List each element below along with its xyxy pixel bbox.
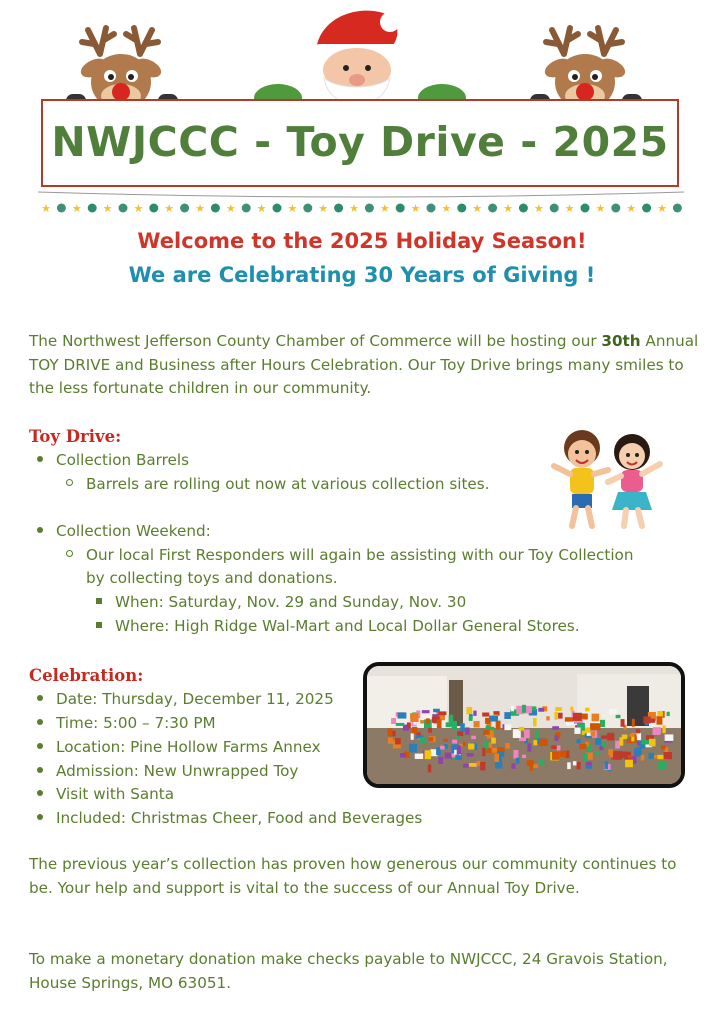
list-item-text: Barrels are rolling out now at various collection sites. [86,475,490,493]
toy-item [634,748,641,756]
ornament-icon [519,204,528,213]
toy-collection-photo [363,662,685,788]
toy-item [388,737,393,743]
toy-item [489,716,498,722]
toy-item [555,735,559,741]
toy-item [445,753,452,759]
toy-item [438,711,446,715]
star-icon: ★ [626,202,637,215]
toy-item [415,754,424,759]
toy-item [615,741,620,749]
toy-item [522,705,526,713]
bullet-icon [37,456,43,462]
list-item-text: Our local First Responders will again be assisting with our Toy Collection [86,546,634,564]
list-item-text: Collection Weekend: [56,522,211,540]
toy-item [491,738,496,744]
ornament-icon [242,204,251,213]
star-icon: ★ [379,202,390,215]
toy-item [473,721,479,727]
list-item [37,449,189,473]
toy-item [489,743,493,748]
toy-item [641,740,649,745]
toy-item [595,738,601,745]
star-icon: ★ [195,202,205,215]
toy-item [661,745,665,749]
star-icon: ★ [564,202,575,215]
toy-item [619,737,623,745]
toy-item [629,734,634,737]
toy-item [494,754,499,762]
ornament-icon [396,204,405,213]
ornament-icon [211,204,220,213]
toy-item [592,714,600,722]
list-item-text: Where: High Ridge Wal-Mart and Local Dollar General Stores. [115,617,580,635]
toy-item [463,742,466,746]
star-icon: ★ [441,202,452,215]
toy-item [463,764,469,768]
list-item [37,736,321,760]
toy-item [443,739,448,742]
toy-item [628,755,632,758]
star-icon: ★ [657,202,667,215]
toy-item [419,737,426,743]
toy-item [473,711,476,716]
santa-illustration [250,4,472,114]
star-icon: ★ [410,202,421,215]
toy-item [552,752,559,760]
toy-pile-image [367,666,681,784]
toy-item [557,745,561,750]
toy-item [455,755,459,760]
bullet-icon [37,790,43,796]
ornament-icon [673,204,682,213]
closing-paragraph-1: The previous year’s collection has proven how generous our community continues to be. Your help and support is vital to the success of our Annual Toy Drive. [29,855,677,897]
bullet-icon [37,767,43,773]
toy-item [667,712,670,716]
toy-item [527,743,531,751]
toy-item [595,751,599,755]
toy-item [497,747,504,752]
toy-item [477,761,481,766]
ornament-icon [488,204,497,213]
toy-item [573,713,582,721]
celebration-heading: Celebration: [29,666,144,685]
toy-item [483,741,488,749]
toy-item [591,731,595,736]
toy-item [565,717,574,721]
intro-lead: The Northwest Jefferson County Chamber of Commerce will be hosting our [29,332,597,350]
bullet-icon [37,719,43,725]
toy-item [601,735,607,738]
toy-item [604,761,608,769]
page-title: NWJCCC - Toy Drive - 2025 [51,118,669,166]
toy-item [480,762,485,771]
toy-item [583,753,587,762]
list-item-text: Admission: New Unwrapped Toy [56,762,299,780]
ornament-icon [457,204,466,213]
ornament-icon [642,204,651,213]
star-icon: ★ [349,202,359,215]
toy-item [653,729,660,735]
list-item [37,712,216,736]
star-icon: ★ [595,202,606,215]
toy-item [391,718,396,724]
toy-item [400,753,406,757]
toy-drive-heading: Toy Drive: [29,427,122,446]
closing-paragraph-2: To make a monetary donation make checks payable to NWJCCC, 24 Gravois Station, House Springs, MO 63051. [29,950,668,992]
star-icon: ★ [503,202,513,215]
circle-bullet-icon [66,479,73,486]
toy-item [590,723,599,729]
toy-item [511,706,514,712]
toy-item [560,751,567,757]
star-icon: ★ [318,202,329,215]
toy-item [407,722,411,728]
star-icon: ★ [287,202,298,215]
list-item [37,688,334,712]
toy-item [428,737,433,741]
toy-item [504,724,511,730]
toy-item [388,728,393,736]
list-item-continuation [86,567,338,591]
toy-item [469,716,473,721]
list-item-text: Collection Barrels [56,451,190,469]
toy-item [656,716,662,724]
toy-item [457,731,463,736]
intro-bold-30th: 30th [601,332,641,350]
toy-item [519,727,525,731]
star-icon: ★ [102,202,113,215]
list-item [37,520,211,544]
toy-item [511,763,515,769]
toy-item [483,730,489,735]
circle-bullet-icon [66,550,73,557]
toy-item [465,727,469,734]
toy-item [526,706,532,713]
toy-item [555,707,562,711]
ornament-icon [427,204,436,213]
toy-item [657,711,663,717]
toy-item [438,757,443,764]
intro-paragraph [29,330,699,401]
toy-item [482,713,489,717]
toy-item [607,733,614,741]
toy-item [551,745,557,749]
toy-item [649,753,654,759]
toy-item [554,712,557,720]
toy-item [621,719,625,727]
toy-item [538,708,544,712]
toy-item [587,733,592,736]
ornament-icon [581,204,590,213]
bullet-icon [37,814,43,820]
toy-item [409,744,417,753]
toy-item [614,751,623,760]
toy-item [460,723,465,731]
toy-item [533,740,537,745]
toy-item [469,763,477,767]
toy-item [410,713,418,722]
toy-item [579,744,586,749]
toy-item [492,748,498,753]
toy-item [658,762,666,769]
toy-item [567,762,571,769]
list-item-text: Included: Christmas Cheer, Food and Beverages [56,809,423,827]
toy-item [539,739,548,746]
list-item [96,591,466,615]
toy-item [471,736,476,739]
toy-item [505,743,510,749]
toy-item [504,712,510,719]
list-item-text: Date: Thursday, December 11, 2025 [56,690,334,708]
toy-item [396,723,404,726]
toy-item [422,710,430,713]
list-item [66,544,633,568]
toy-item [651,719,656,723]
star-icon: ★ [533,202,544,215]
toy-item [533,764,538,768]
toy-item [610,751,613,758]
toy-item [411,733,414,739]
toy-item [664,752,672,759]
toy-item [574,728,580,734]
ornament-icon [180,204,189,213]
list-item [37,807,422,831]
toy-item [577,762,581,770]
star-icon: ★ [225,202,236,215]
ornament-icon [57,204,66,213]
toy-item [516,758,520,764]
children-illustration [548,422,666,534]
toy-item [665,734,674,740]
toy-item [452,740,457,744]
toy-item [437,719,442,728]
toy-item [558,713,563,719]
list-item-text: Visit with Santa [56,785,175,803]
toy-item [482,748,485,756]
square-bullet-icon [96,598,102,604]
list-item-text: When: Saturday, Nov. 29 and Sunday, Nov. 30 [115,593,467,611]
toy-item [641,755,644,761]
toy-item [552,726,559,730]
toy-item [566,722,571,725]
toy-item [533,718,537,726]
bullet-icon [37,743,43,749]
star-icon: ★ [41,202,51,215]
toy-item [467,753,474,756]
toy-item [600,720,605,727]
star-icon: ★ [256,202,267,215]
celebrating-heading: We are Celebrating 30 Years of Giving ! [128,263,596,287]
toy-item [524,730,530,739]
ornament-icon [611,204,620,213]
toy-item [456,736,459,740]
toy-item [570,707,573,711]
toy-item [632,719,635,727]
toy-item [625,760,633,768]
toy-item [395,738,401,744]
list-item [37,783,174,807]
toy-item [602,742,606,747]
intro-rest: Annual TOY DRIVE and Business after Hours Celebration. Our Toy Drive brings many smiles to the less fortunate children in our community. [29,332,699,397]
list-item-text: by collecting toys and donations. [86,569,338,587]
toy-item [398,712,407,718]
toy-item [428,728,432,733]
toy-item [412,727,418,734]
ornament-icon [303,204,312,213]
toy-item [586,762,592,766]
toy-item [573,761,577,765]
bullet-icon [37,527,43,533]
toy-item [546,716,549,720]
ornament-icon [365,204,374,213]
star-icon: ★ [472,202,483,215]
ornament-icon [334,204,343,213]
toy-item [576,739,580,743]
star-icon: ★ [164,202,175,215]
toy-item [513,750,518,759]
toy-item [649,739,656,747]
ornament-icon [88,204,97,213]
toy-item [662,725,665,733]
ornament-icon [119,204,128,213]
ornament-icon [273,204,282,213]
star-icon: ★ [133,202,144,215]
list-item-text: Location: Pine Hollow Farms Annex [56,738,321,756]
toy-item [522,755,526,758]
ornament-garland-decoration [38,186,684,220]
toy-item [527,760,534,766]
toy-item [426,752,431,755]
ornament-icon [550,204,559,213]
toy-item [535,730,539,738]
ornament-icon [149,204,158,213]
list-item [66,473,490,497]
star-icon: ★ [71,202,82,215]
toy-item [457,746,461,755]
toy-item [616,715,621,718]
toy-item [636,729,640,733]
toy-item [466,707,472,714]
toy-item [585,708,589,712]
list-item [96,615,580,639]
toy-item [468,744,474,750]
toy-item [530,765,533,771]
toy-item [426,718,430,724]
toy-item [446,722,452,727]
toy-item [540,759,544,765]
toy-item [609,709,617,714]
toy-item [440,746,445,750]
bullet-icon [37,695,43,701]
list-item [37,760,298,784]
square-bullet-icon [96,622,102,628]
toy-item [496,721,501,730]
welcome-heading: Welcome to the 2025 Holiday Season! [137,229,587,253]
toy-item [428,764,431,772]
toy-item [643,716,650,723]
list-item-text: Time: 5:00 – 7:30 PM [56,714,216,732]
